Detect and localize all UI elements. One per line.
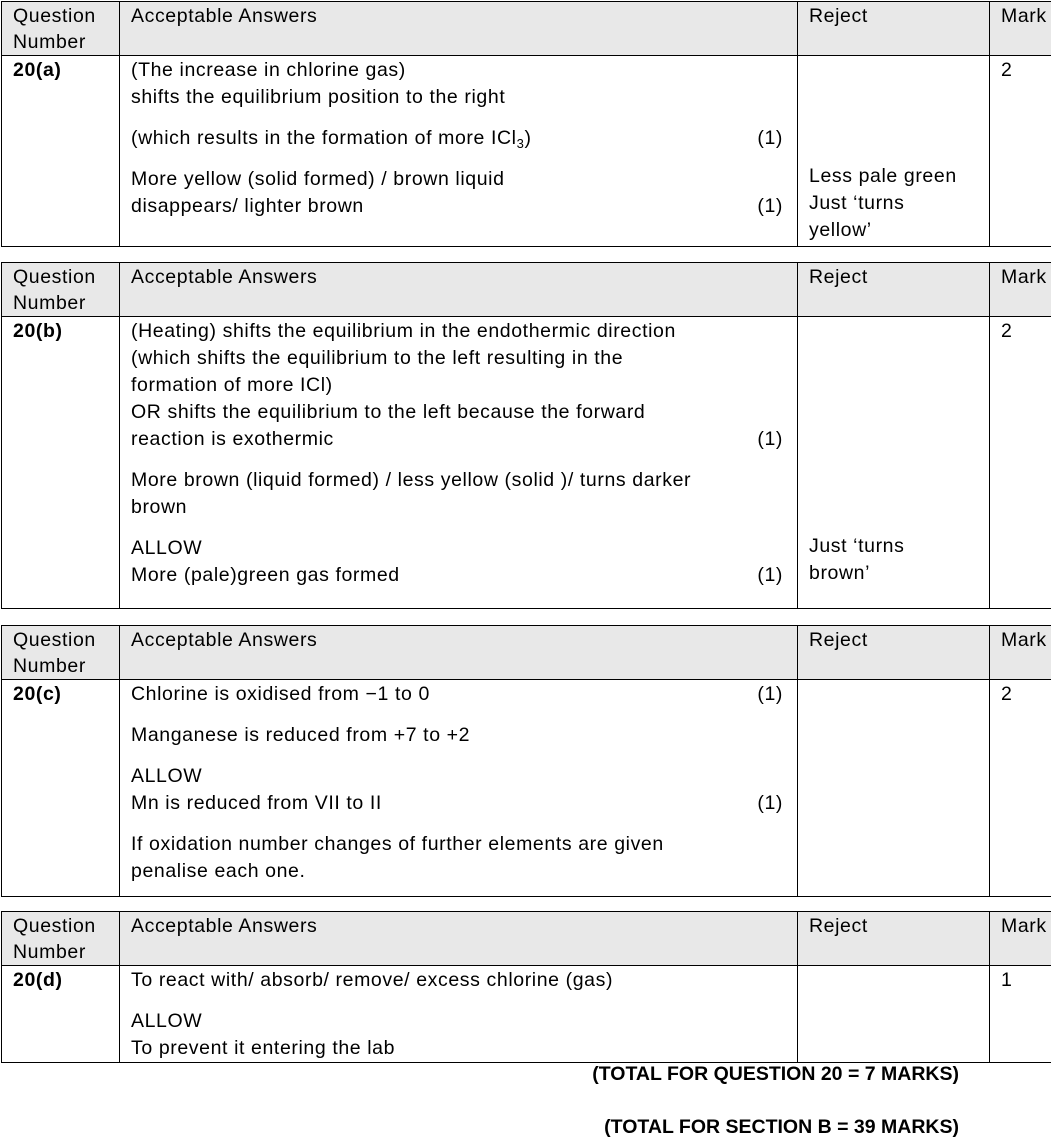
reject-text: Just ‘turns <box>809 535 905 557</box>
answer-text: shifts the equilibrium position to the right <box>131 86 506 108</box>
table-20a <box>1 1 1051 247</box>
mark-value: 1 <box>1001 969 1013 991</box>
header-reject: Reject <box>798 263 990 317</box>
table-20c <box>1 625 1051 897</box>
mark-point: (1) <box>757 564 783 586</box>
answer-text: OR shifts the equilibrium to the left because the forward <box>131 401 646 423</box>
header-question-number: Question Number <box>2 2 120 56</box>
answer-text: More (pale)green gas formed <box>131 564 400 586</box>
mark-cell <box>990 680 1051 897</box>
header-question-number: Question Number <box>2 263 120 317</box>
answer-text: If oxidation number changes of further elements are given <box>131 833 664 855</box>
answer-text: Chlorine is oxidised from −1 to 0 <box>131 683 430 705</box>
answers-cell <box>120 680 798 897</box>
answer-text: More yellow (solid formed) / brown liquid <box>131 168 505 190</box>
answer-text: More brown (liquid formed) / less yellow (solid )/ turns darker <box>131 469 692 491</box>
answer-row <box>2 56 1051 247</box>
answer-row <box>2 680 1051 897</box>
reject-cell <box>798 966 990 1063</box>
header-acceptable-answers: Acceptable Answers <box>120 263 798 317</box>
mark-value: 2 <box>1001 320 1013 342</box>
mark-cell <box>990 966 1051 1063</box>
header-acceptable-answers: Acceptable Answers <box>120 912 798 966</box>
header-reject: Reject <box>798 912 990 966</box>
reject-cell <box>798 680 990 897</box>
header-reject: Reject <box>798 626 990 680</box>
answers-cell <box>120 317 798 609</box>
reject-cell <box>798 317 990 609</box>
question-number-cell <box>2 680 120 897</box>
header-row <box>2 263 1051 317</box>
mark-cell <box>990 56 1051 247</box>
question-number-cell <box>2 966 120 1063</box>
answer-text: Mn is reduced from VII to II <box>131 792 382 814</box>
question-number: 20(a) <box>13 59 62 81</box>
header-mark: Mark <box>990 2 1051 56</box>
mark-value: 2 <box>1001 59 1013 81</box>
allow-label: ALLOW <box>131 765 203 787</box>
answer-text: To react with/ absorb/ remove/ excess chlorine (gas) <box>131 969 614 991</box>
mark-value: 2 <box>1001 683 1013 705</box>
header-mark: Mark <box>990 626 1051 680</box>
reject-text: yellow’ <box>809 219 872 241</box>
reject-text: Less pale green <box>809 165 957 187</box>
reject-text: Just ‘turns <box>809 192 905 214</box>
header-acceptable-answers: Acceptable Answers <box>120 2 798 56</box>
answers-cell <box>120 56 798 247</box>
total-question-20: (TOTAL FOR QUESTION 20 = 7 MARKS) <box>592 1063 959 1085</box>
header-acceptable-answers: Acceptable Answers <box>120 626 798 680</box>
mark-point: (1) <box>757 195 783 217</box>
mark-point: (1) <box>757 127 783 149</box>
answer-text: disappears/ lighter brown <box>131 195 364 217</box>
header-row <box>2 2 1051 56</box>
answer-text: reaction is exothermic <box>131 428 334 450</box>
table-20b <box>1 262 1051 609</box>
answer-text: To prevent it entering the lab <box>131 1037 396 1059</box>
header-question-number: Question Number <box>2 912 120 966</box>
allow-label: ALLOW <box>131 1010 203 1032</box>
answer-text: brown <box>131 496 188 518</box>
answer-text: penalise each one. <box>131 860 306 882</box>
header-mark: Mark <box>990 263 1051 317</box>
header-row <box>2 912 1051 966</box>
question-number-cell <box>2 56 120 247</box>
answer-text: (The increase in chlorine gas) <box>131 59 406 81</box>
answer-text: formation of more ICl) <box>131 374 333 396</box>
mark-cell <box>990 317 1051 609</box>
question-number-cell <box>2 317 120 609</box>
header-row <box>2 626 1051 680</box>
reject-cell <box>798 56 990 247</box>
answer-row <box>2 966 1051 1063</box>
answer-row <box>2 317 1051 609</box>
answer-text: Manganese is reduced from +7 to +2 <box>131 724 471 746</box>
answer-text: (Heating) shifts the equilibrium in the endothermic direction <box>131 320 676 342</box>
header-reject: Reject <box>798 2 990 56</box>
answers-cell <box>120 966 798 1063</box>
table-20d <box>1 911 1051 1063</box>
total-section-b: (TOTAL FOR SECTION B = 39 MARKS) <box>604 1116 959 1138</box>
header-mark: Mark <box>990 912 1051 966</box>
mark-point: (1) <box>757 428 783 450</box>
mark-point: (1) <box>757 792 783 814</box>
question-number: 20(b) <box>13 320 63 342</box>
answer-text: (which shifts the equilibrium to the left resulting in the <box>131 347 624 369</box>
allow-label: ALLOW <box>131 537 203 559</box>
reject-text: brown’ <box>809 562 871 584</box>
header-question-number: Question Number <box>2 626 120 680</box>
answer-text: (which results in the formation of more ICl$_3$) <box>131 127 532 151</box>
question-number: 20(d) <box>13 969 63 991</box>
question-number: 20(c) <box>13 683 62 705</box>
mark-point: (1) <box>757 683 783 705</box>
